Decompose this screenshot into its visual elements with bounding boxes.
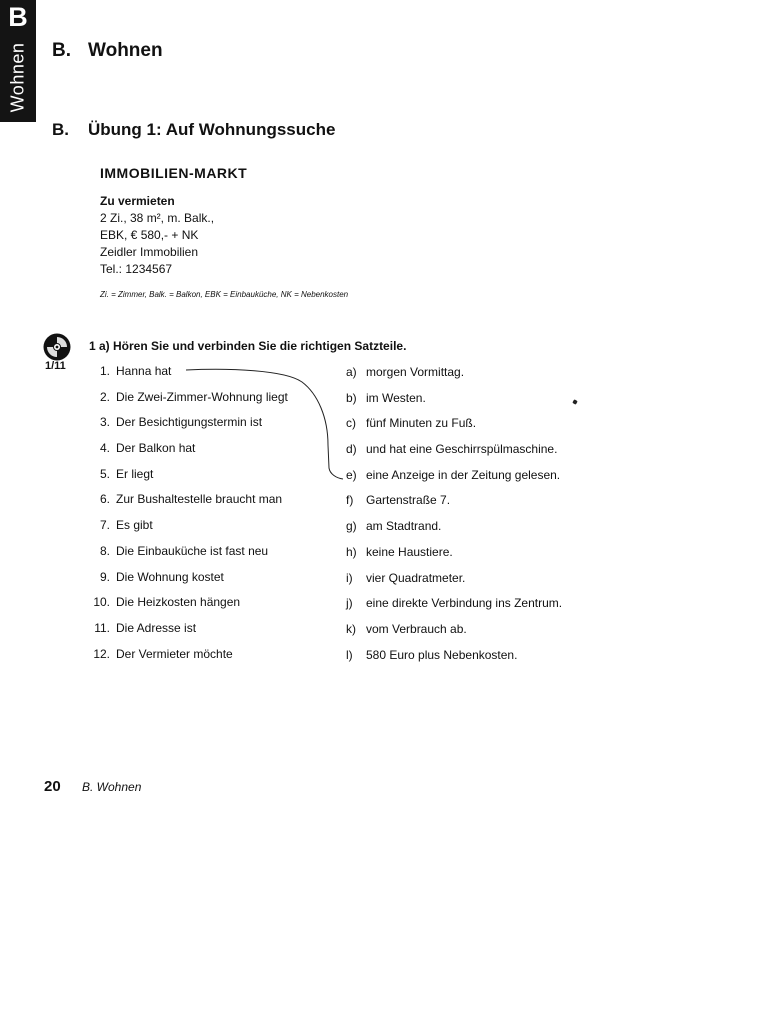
item-number: 12. [93,646,110,661]
item-text: vom Verbrauch ab. [366,621,467,636]
item-text: vier Quadratmeter. [366,570,466,585]
item-text: Hanna hat [116,364,172,378]
item-text: keine Haustiere. [366,544,453,559]
item-letter: g) [346,519,357,534]
item-text: und hat eine Geschirrspülmaschine. [366,442,558,457]
section-prefix: B. [52,40,71,61]
ad-title: IMMOBILIEN-MARKT [100,165,248,181]
item-letter: a) [346,365,357,379]
ad-line: Tel.: 1234567 [100,262,173,276]
item-number: 3. [99,415,110,430]
item-letter: f) [346,493,354,508]
item-text: Die Adresse ist [116,620,197,635]
abbreviation-note: Zi. = Zimmer, Balk. = Balkon, EBK = Einbauküche, NK = Nebenkosten [100,290,349,299]
item-text: Der Balkon hat [116,441,196,456]
item-text: 580 Euro plus Nebenkosten. [366,647,518,662]
item-text: Es gibt [116,518,153,533]
chapter-tab-word: Wohnen [7,42,28,113]
chapter-tab-letter: B [8,2,28,32]
item-letter: b) [346,390,357,405]
item-letter: c) [346,416,356,431]
item-letter: i) [346,570,353,585]
exercise-prefix: B. [52,120,69,139]
item-text: im Westen. [366,390,426,405]
item-text: Die Einbauküche ist fast neu [116,543,269,558]
item-letter: h) [346,544,357,559]
task-instruction: 1 a) Hören Sie und verbinden Sie die richtigen Satzteile. [89,339,407,353]
item-letter: e) [346,467,357,482]
item-text: eine direkte Verbindung ins Zentrum. [366,596,563,611]
ad-line: Zeidler Immobilien [100,245,199,259]
item-number: 1. [99,364,110,378]
item-number: 2. [99,389,110,404]
item-number: 5. [99,466,110,481]
item-number: 7. [99,518,110,533]
item-letter: j) [346,596,353,611]
item-number: 9. [99,569,110,584]
item-letter: k) [346,621,356,636]
item-text: Er liegt [116,466,154,481]
item-text: am Stadtrand. [366,519,442,534]
item-letter: l) [346,647,353,662]
item-text: Die Zwei-Zimmer-Wohnung liegt [116,389,288,404]
item-text: Der Vermieter möchte [116,646,233,661]
item-text: eine Anzeige in der Zeitung gelesen. [366,467,561,482]
ad-line: EBK, € 580,- + NK [100,228,199,242]
exercise-title-text: Übung 1: Auf Wohnungssuche [88,120,336,139]
item-text: Zur Bushaltestelle braucht man [116,492,283,507]
track-number: 1/11 [45,360,66,372]
item-number: 4. [99,441,110,456]
item-text: Der Besichtigungstermin ist [116,415,263,430]
item-number: 10. [93,595,110,610]
item-text: Die Wohnung kostet [116,569,224,584]
footer-title: B. Wohnen [82,780,142,794]
item-letter: d) [346,442,357,457]
ad-line: 2 Zi., 38 m², m. Balk., [100,211,215,225]
page-number: 20 [44,778,61,795]
section-title-text: Wohnen [88,40,163,61]
item-text: morgen Vormittag. [366,365,465,379]
item-text: Die Heizkosten hängen [116,595,241,610]
ad-line: Zu vermieten [100,194,175,208]
item-number: 6. [99,492,110,507]
item-number: 11. [94,620,110,635]
item-text: fünf Minuten zu Fuß. [366,416,477,431]
item-text: Gartenstraße 7. [366,493,451,508]
item-number: 8. [99,543,110,558]
